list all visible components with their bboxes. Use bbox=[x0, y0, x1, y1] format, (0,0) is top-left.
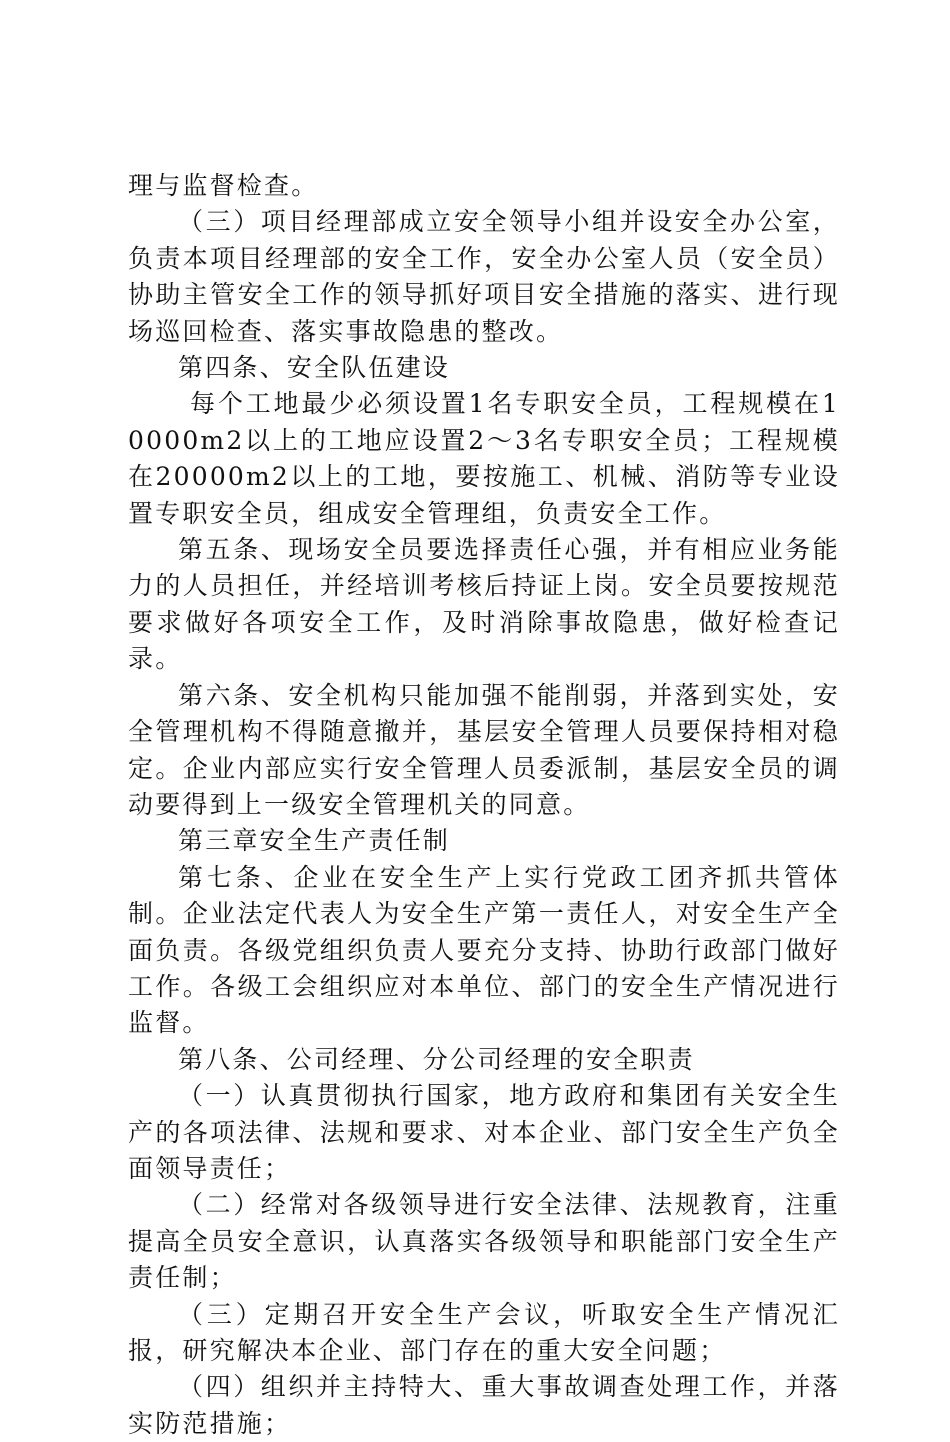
paragraph-item-3: （三）项目经理部成立安全领导小组并设安全办公室，负责本项目经理部的安全工作，安全办公室人员（安全员）协助主管安全工作的领导抓好项目安全措施的落实、进行现场巡回检查、落实事故隐患的整改。 bbox=[128, 207, 840, 346]
article-6: 第六条、安全机构只能加强不能削弱，并落到实处，安全管理机构不得随意撤并，基层安全管理人员要保持相对稳定。企业内部应实行安全管理人员委派制，基层安全员的调动要得到上一级安全管理机关的同意。 bbox=[128, 680, 840, 819]
article-4-body: 每个工地最少必须设置1名专职安全员，工程规模在10000m2以上的工地应设置2～3名专职安全员；工程规模在20000m2以上的工地，要按施工、机械、消防等专业设置专职安全员，组成安全管理组，负责安全工作。 bbox=[128, 389, 840, 528]
paragraph-continuation: 理与监督检查。 bbox=[128, 171, 319, 200]
article-8-heading: 第八条、公司经理、分公司经理的安全职责 bbox=[178, 1044, 695, 1074]
article-8-item-2: （二）经常对各级领导进行安全法律、法规教育，注重提高全员安全意识，认真落实各级领导和职能部门安全生产责任制； bbox=[128, 1190, 840, 1293]
document-body bbox=[128, 168, 840, 1442]
article-8-item-1: （一）认真贯彻执行国家，地方政府和集团有关安全生产的各项法律、法规和要求、对本企业、部门安全生产负全面领导责任； bbox=[128, 1081, 840, 1183]
article-5: 第五条、现场安全员要选择责任心强，并有相应业务能力的人员担任，并经培训考核后持证上岗。安全员要按规范要求做好各项安全工作，及时消除事故隐患，做好检查记录。 bbox=[128, 535, 840, 674]
article-7: 第七条、企业在安全生产上实行党政工团齐抓共管体制。企业法定代表人为安全生产第一责任人，对安全生产全面负责。各级党组织负责人要充分支持、协助行政部门做好工作。各级工会组织应对本单位、部门的安全生产情况进行监督。 bbox=[128, 862, 840, 1038]
article-8-item-4: （四）组织并主持特大、重大事故调查处理工作，并落实防范措施； bbox=[128, 1372, 840, 1438]
chapter-3-heading: 第三章安全生产责任制 bbox=[178, 826, 451, 856]
article-4-heading: 第四条、安全队伍建设 bbox=[178, 353, 451, 383]
article-8-item-3: （三）定期召开安全生产会议，听取安全生产情况汇报，研究解决本企业、部门存在的重大安全问题； bbox=[128, 1299, 840, 1365]
